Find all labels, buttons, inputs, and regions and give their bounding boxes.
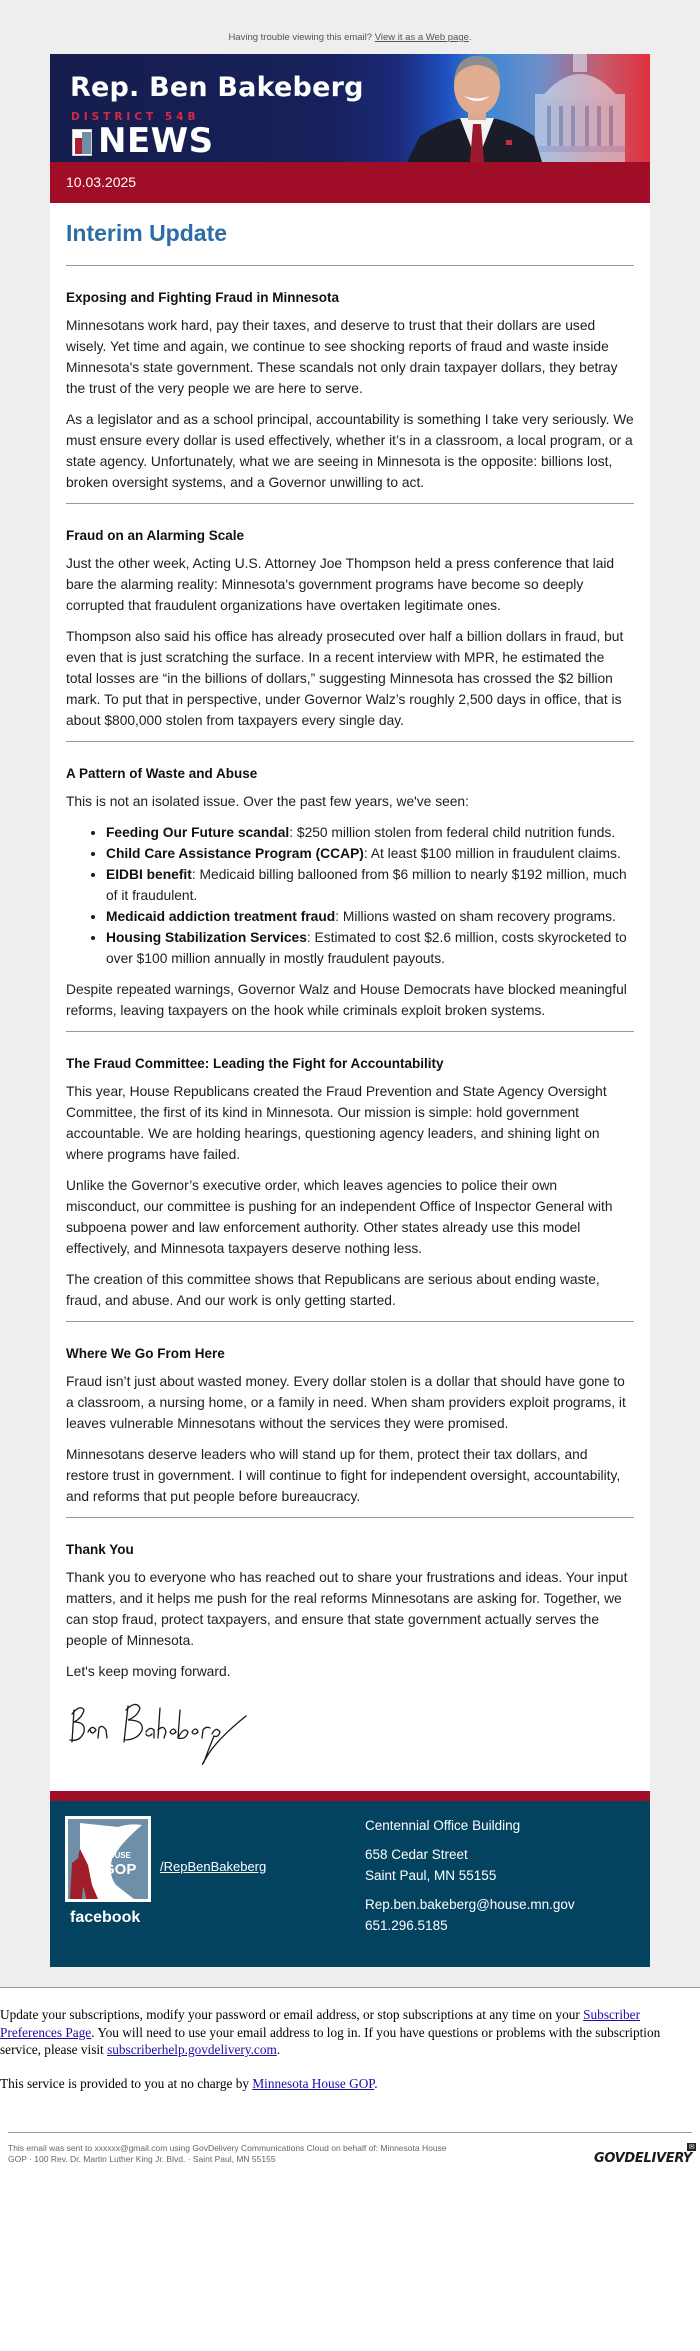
divider (8, 2132, 692, 2133)
section-heading: Fraud on an Alarming Scale (66, 528, 245, 543)
legal-footer (0, 2132, 700, 2166)
paragraph: Minnesotans work hard, pay their taxes, and deserve to trust that their dollars are used wisely. Yet time and again, we continue to see shocking reports of fraud and waste inside Minnesota's state government. These scandals not only drain taxpayer dollars, they betray the trust of the very people we are here to serve. (66, 318, 618, 396)
banner-title: Rep. Ben Bakeberg (70, 72, 364, 103)
legal-text: This email was sent to xxxxxx@gmail.com using GovDelivery Communications Cloud on behalf of: Minnesota House GOP · 100 Rev. Dr. Martin Luther King Jr. Blvd. · Saint Paul, MN 55155 (8, 2143, 447, 2164)
list-item (106, 822, 634, 843)
list-item-text: : At least $100 million in fraudulent claims. (363, 846, 621, 861)
date-bar (50, 162, 650, 203)
list-item-label: Child Care Assistance Program (CCAP) (106, 846, 364, 861)
subscriber-help-link[interactable]: subscriberhelp.govdelivery.com (107, 2042, 277, 2057)
list-item (106, 864, 634, 906)
list-item-text: : Estimated to cost $2.6 million, costs skyrocketed to over $100 million annually in mostly fraudulent payouts. (106, 930, 627, 966)
preheader-suffix: . (468, 32, 472, 43)
office-building: Centennial Office Building (365, 1818, 521, 1833)
provider-text (0, 2075, 700, 2093)
section-heading: The Fraud Committee: Leading the Fight for Accountability (66, 1056, 444, 1071)
facebook-icon: facebook (70, 1909, 141, 1926)
representative-portrait (402, 54, 552, 162)
facebook-handle-link[interactable]: /RepBenBakeberg (160, 1859, 267, 1874)
paragraph: Despite repeated warnings, Governor Walz and House Democrats have blocked meaningful reforms, leaving taxpayers on the hook while criminals exploit broken systems. (66, 982, 627, 1018)
envelope-icon: ✉ (688, 2143, 695, 2151)
subscription-text-part: . You will need to use your email address to log in. If you have questions or problems with the subscription service, please visit (0, 2024, 661, 2057)
logo-text-gop: GOP (103, 1861, 137, 1878)
list-item (106, 927, 634, 969)
subscription-text-part: Update your subscriptions, modify your password or email address, or stop subscriptions at any time on your (0, 2007, 584, 2022)
govdelivery-wordmark: GOVDELIVERY (594, 2151, 692, 2166)
subscriber-preferences-link[interactable]: Subscriber Preferences Page (0, 2007, 641, 2040)
provider-text-part: This service is provided to you at no charge by (0, 2075, 253, 2091)
preheader (0, 32, 700, 54)
section-alarming-scale (66, 528, 634, 731)
section-heading: Exposing and Fighting Fraud in Minnesota (66, 290, 339, 305)
list-item-label: EIDBI benefit (106, 867, 192, 882)
section-heading: Thank You (66, 1542, 134, 1557)
banner-news: NEWS (98, 121, 214, 161)
divider (66, 503, 634, 504)
list-item-label: Medicaid addiction treatment fraud (106, 909, 336, 924)
fraud-list (66, 822, 634, 969)
paragraph: This is not an isolated issue. Over the past few years, we've seen: (66, 794, 469, 809)
newsletter-content (50, 203, 650, 1791)
footer-stripe (50, 1791, 650, 1801)
paragraph: As a legislator and as a school principal, accountability is something I take very seriously. We must ensure every dollar is used effectively, whether it’s in a classroom, a local program, or a state agency. Unfortunately, what we are seeing in Minnesota is the opposite: billions lost, broken oversight systems, and a Governor unwilling to act. (66, 412, 634, 490)
section-where-we-go (66, 1346, 634, 1507)
mn-house-gop-logo-icon (72, 129, 92, 156)
list-item (106, 843, 634, 864)
signature-image (66, 1696, 256, 1768)
page-title: Interim Update (66, 220, 228, 246)
subscription-footer (0, 1987, 700, 2166)
office-phone[interactable]: 651.296.5185 (365, 1918, 448, 1933)
paragraph: Thank you to everyone who has reached out to share your frustrations and ideas. Your input matters, and it helps me push for the real reforms Minnesotans are asking for. Together, we can stop fraud, protect taxpayers, and ensure that state government actually serves the people of Minnesota. (66, 1570, 628, 1648)
divider (66, 741, 634, 742)
list-item-text: : Millions wasted on sham recovery programs. (335, 909, 616, 924)
provider-link[interactable]: Minnesota House GOP (252, 2075, 375, 2091)
paragraph: Minnesotans deserve leaders who will stand up for them, protect their tax dollars, and restore trust in government. I will continue to fight for independent oversight, accountability, and reforms that put people before bureaucracy. (66, 1447, 621, 1504)
section-heading: A Pattern of Waste and Abuse (66, 766, 258, 781)
divider (66, 1031, 634, 1032)
preheader-text: Having trouble viewing this email? (228, 32, 375, 43)
divider (0, 1987, 700, 1988)
issue-date: 10.03.2025 (66, 174, 137, 190)
office-contact (365, 1815, 575, 1944)
paragraph: The creation of this committee shows that Republicans are serious about ending waste, fraud, and abuse. And our work is only getting started. (66, 1272, 600, 1308)
paragraph: Fraud isn’t just about wasted money. Every dollar stolen is a dollar that should have gone to a classroom, a nursing home, or a family in need. When sham providers exploit programs, it leaves vulnerable Minnesotans without the services they were promised. (66, 1374, 626, 1431)
paragraph: Unlike the Governor’s executive order, which leaves agencies to police their own misconduct, our committee is pushing for an independent Office of Inspector General with subpoena power and law enforcement authority. Other states already use this model effectively, and Minnesota taxpayers deserve nothing less. (66, 1178, 613, 1256)
paragraph: Thompson also said his office has already prosecuted over half a billion dollars in fraud, but even that is just scratching the surface. In a recent interview with MPR, he estimated the total losses are “in the billions of dollars,” suggesting Minnesota has crossed the $2 billion mark. To put that in perspective, under Governor Walz’s roughly 2,500 days in office, that is about $800,000 stolen from taxpayers every single day. (66, 629, 624, 728)
office-city: Saint Paul, MN 55155 (365, 1868, 497, 1883)
section-exposing-fraud (66, 290, 634, 493)
list-item (106, 906, 634, 927)
section-pattern-of-waste (66, 766, 634, 1021)
banner-district: DISTRICT 54B (71, 111, 200, 123)
divider (66, 1321, 634, 1322)
paragraph: Let's keep moving forward. (66, 1664, 231, 1679)
list-item-label: Housing Stabilization Services (106, 930, 307, 945)
list-item-label: Feeding Our Future scandal (106, 825, 290, 840)
office-email[interactable]: Rep.ben.bakeberg@house.mn.gov (365, 1897, 575, 1912)
section-fraud-committee (66, 1056, 634, 1311)
provider-text-part: . (374, 2075, 378, 2091)
header-banner (50, 54, 650, 162)
mn-house-gop-facebook-logo[interactable] (65, 1816, 151, 1902)
paragraph: Just the other week, Acting U.S. Attorney Joe Thompson held a press conference that laid bare the alarming reality: Minnesota's government programs have become so deeply corrupted that fraudulent organizations have overtaken legitimate ones. (66, 556, 615, 613)
section-heading: Where We Go From Here (66, 1346, 225, 1361)
section-thank-you (66, 1542, 634, 1682)
divider (66, 1517, 634, 1518)
divider (66, 265, 634, 266)
govdelivery-logo[interactable] (594, 2143, 695, 2166)
list-item-text: : Medicaid billing ballooned from $6 million to nearly $192 million, much of it fraudulent. (106, 867, 627, 903)
paragraph: This year, House Republicans created the Fraud Prevention and State Agency Oversight Committee, the first of its kind in Minnesota. Our mission is simple: hold government accountable. We are holding hearings, questioning agency leaders, and shining light on where programs have failed. (66, 1084, 607, 1162)
list-item-text: : $250 million stolen from federal child nutrition funds. (289, 825, 616, 840)
subscription-text-part: . (276, 2042, 281, 2057)
subscription-text (0, 2006, 700, 2059)
email-container (50, 54, 650, 1967)
contact-footer (50, 1801, 650, 1967)
logo-text-mnhouse: MNHOUSE (90, 1851, 131, 1860)
office-street: 658 Cedar Street (365, 1847, 468, 1862)
view-web-page-link[interactable]: View it as a Web page (374, 32, 469, 43)
